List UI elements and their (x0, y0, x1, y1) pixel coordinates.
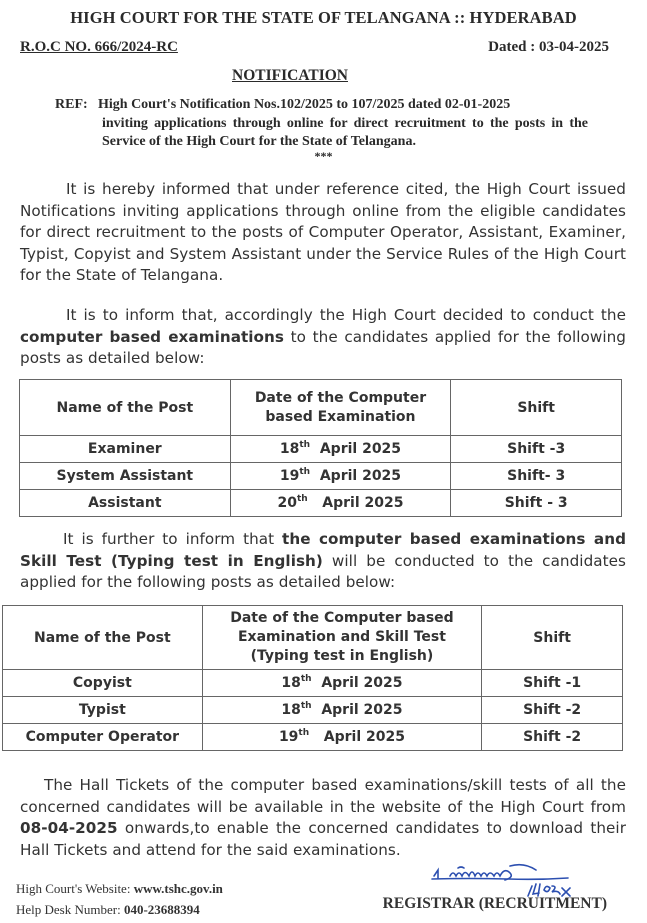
month-year: April 2025 (321, 675, 403, 691)
post-name: Typist (3, 697, 203, 724)
header-date-line: based Examination (265, 408, 416, 425)
skill-test-schedule-table (2, 605, 623, 751)
roc-number: R.O.C NO. 666/2024-RC (20, 39, 178, 55)
paragraph-cbt-text: It is to inform that, accordingly the High Court decided to conduct the (66, 306, 626, 324)
header-date (230, 380, 451, 436)
table-header-row (20, 380, 622, 436)
exam-date (202, 670, 482, 697)
helpdesk-number: 040-23688394 (123, 902, 200, 917)
paragraph-hall-text-end: onwards,to enable the concerned candidates to download their Hall Tickets and attend for the said examinations. (20, 819, 626, 859)
paragraph-cbt-text-end: to the candidates applied for the following posts as detailed below: (20, 327, 626, 368)
helpdesk-label: Help Desk Number: (16, 902, 124, 917)
day-suffix: th (299, 467, 311, 477)
day-suffix: th (300, 674, 312, 684)
shift: Shift - 3 (451, 490, 622, 517)
month-year: April 2025 (321, 702, 403, 718)
exam-date (230, 436, 451, 463)
paragraph-cbt-bold: computer based examinations (20, 327, 284, 346)
table-header-row (3, 606, 623, 670)
shift: Shift -3 (451, 436, 622, 463)
date-issued: Dated : 03-04-2025 (488, 39, 609, 55)
day: 18 (281, 702, 301, 718)
paragraph-intro (20, 179, 626, 287)
paragraph-skill-text-end: will be conducted to the candidates applied for the following posts as detailed below: (20, 551, 626, 592)
month-year: April 2025 (319, 468, 402, 484)
paragraph-skill-bold: the computer based examinations and Skill Test (Typing test in English) (20, 530, 626, 570)
table-row (3, 697, 623, 724)
post-name: Assistant (20, 490, 231, 517)
exam-date (230, 490, 451, 517)
shift: Shift- 3 (451, 463, 622, 490)
exam-date (202, 697, 482, 724)
day-suffix: th (299, 440, 311, 450)
paragraph-skill-test (20, 529, 626, 594)
day: 18 (281, 675, 301, 691)
month-year: April 2025 (319, 441, 402, 457)
paragraph-hall-text: The Hall Tickets of the computer based examinations/skill tests of all the concerned candidates will be available in the website of the High Court from (20, 776, 626, 816)
day: 19 (279, 468, 300, 484)
shift: Shift -2 (482, 697, 623, 724)
day: 20 (277, 495, 297, 511)
header-post: Name of the Post (3, 606, 203, 670)
day-suffix: th (298, 728, 310, 738)
reference-line-1: High Court's Notification Nos.102/2025 to 107/2025 dated 02-01-2025 (98, 97, 511, 112)
table-row (20, 436, 622, 463)
hall-ticket-date: 08-04-2025 (20, 819, 118, 838)
header-shift: Shift (482, 606, 623, 670)
paragraph-hall-tickets (20, 775, 626, 861)
post-name: Copyist (3, 670, 203, 697)
post-name: System Assistant (20, 463, 231, 490)
reference-label: REF: (55, 97, 88, 112)
table-row (20, 490, 622, 517)
exam-date (202, 724, 482, 751)
month-year: April 2025 (323, 729, 405, 745)
day-suffix: th (296, 494, 308, 504)
table-row (3, 724, 623, 751)
court-title: HIGH COURT FOR THE STATE OF TELANGANA :: HYDERABAD (70, 8, 577, 27)
header-date-line: Date of the Computer based (230, 610, 454, 626)
reference-text: inviting applications through online for direct recruitment to the posts in the Service of the High Court for the State of Telangana. (102, 115, 588, 149)
website-label: High Court's Website: (16, 881, 134, 896)
cbt-schedule-table (19, 379, 622, 517)
signatory-title: REGISTRAR (RECRUITMENT) (382, 895, 607, 912)
day: 18 (279, 441, 300, 457)
header-date-line: Examination and Skill Test (237, 629, 446, 645)
paragraph-skill-text: It is further to inform that (63, 530, 283, 548)
website-line (16, 878, 223, 899)
table-row (3, 670, 623, 697)
separator-stars: *** (314, 149, 333, 163)
table-row (20, 463, 622, 490)
paragraph-intro-text: It is hereby informed that under reference cited, the High Court issued Notifications inviting applications through online from the eligible candidates for direct recruitment to the posts of Computer Operator, Assistant, Examiner, Typist, Copyist and System Assistant under the Service Rules of the High Court for the State of Telangana. (20, 180, 626, 285)
header-date-line: Date of the Computer (254, 389, 427, 406)
header-date-line: (Typing test in English) (250, 648, 434, 664)
header-shift: Shift (451, 380, 622, 436)
shift: Shift -1 (482, 670, 623, 697)
header-date (202, 606, 482, 670)
paragraph-cbt (20, 305, 626, 370)
website-link[interactable]: www.tshc.gov.in (133, 881, 223, 896)
contact-info (16, 878, 223, 920)
post-name: Examiner (20, 436, 231, 463)
header-post: Name of the Post (20, 380, 231, 436)
day: 19 (278, 729, 299, 745)
helpdesk-line (16, 899, 223, 920)
post-name: Computer Operator (3, 724, 203, 751)
shift: Shift -2 (482, 724, 623, 751)
day-suffix: th (300, 701, 312, 711)
exam-date (230, 463, 451, 490)
notification-title: NOTIFICATION (232, 67, 348, 84)
month-year: April 2025 (322, 495, 404, 511)
reference-block (55, 96, 588, 152)
